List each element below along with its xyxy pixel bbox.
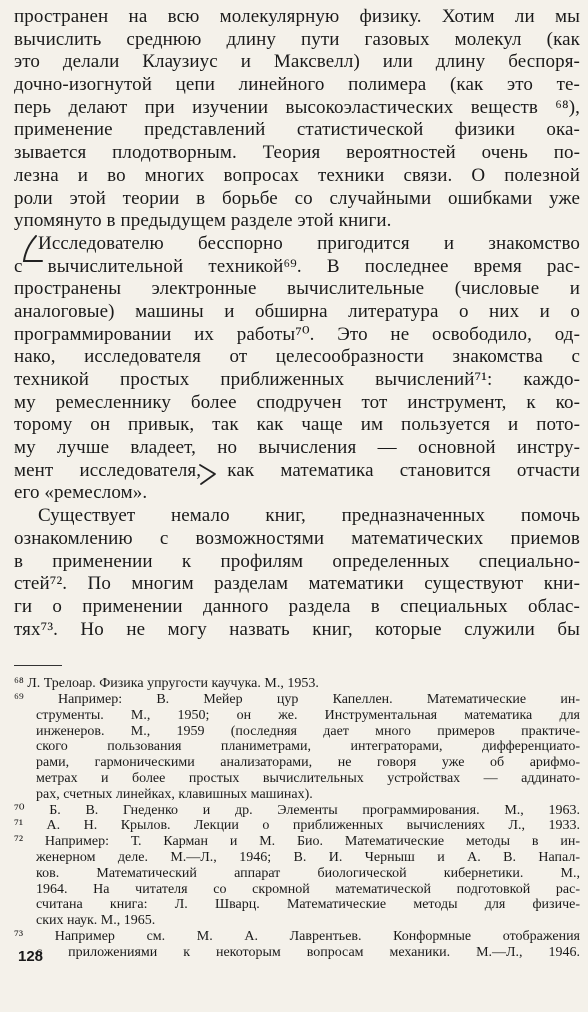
text-line: пространен на всю молекулярную физику. Хотим ли мы [14, 6, 580, 27]
footnote-divider [14, 665, 62, 666]
text-line: мент исследователя, как математика становится отчасти [14, 459, 580, 481]
text-line: перь делают при изучении высокоэластических веществ ⁶⁸), [14, 96, 580, 118]
text-line: торому он привык, так как чаще им пользуется и пото- [14, 414, 580, 436]
text-line: стей⁷². По многим разделам математики существуют кни- [14, 573, 580, 595]
text-line: его «ремеслом». [14, 482, 148, 504]
footnote-line: женерном деле. М.—Л., 1946; В. И. Черныш и А. В. Напал- [36, 850, 580, 866]
book-page [14, 0, 580, 961]
footnote-line: ских наук. М., 1965. [36, 913, 156, 929]
text-line: вычислить среднюю длину пути газовых молекул (как [14, 28, 580, 50]
footnote-line: ⁶⁹ Например: В. Мейер цур Капеллен. Математические ин- [14, 692, 580, 708]
footnote-line: рами, гармоническими анализаторами, не говоря уже об арифмо- [36, 755, 580, 771]
text-line: роли этой теории в борьбе со случайными ошибками уже [14, 187, 580, 209]
text-line: аналоговые) машины и обширна литература о них и о [14, 300, 580, 322]
text-line: Существует немало книг, предназначенных помочь [38, 505, 580, 527]
footnote-line: ⁷² Например: Т. Карман и М. Био. Математические методы в ин- [14, 834, 580, 850]
text-line: му ремесленнику более сподручен тот инструмент, к ко- [14, 391, 580, 413]
footnotes [14, 676, 580, 960]
text-line: применение представлений статистической физики ока- [14, 119, 580, 141]
text-line: в применении к профилям определенных специально- [14, 550, 580, 572]
text-line: ознакомлению с возможностями математических приемов [14, 527, 580, 549]
text-line: зывается плодотворным. Теория вероятностей очень по- [14, 142, 580, 164]
text-line: техникой простых приближенных вычислений⁷¹: каждо- [14, 369, 580, 390]
text-line: нако, исследователя от целесообразности знакомства с [14, 346, 580, 368]
footnote-line: с приложениями к некоторым вопросам механики. М.—Л., 1946. [36, 944, 580, 960]
main-text [14, 6, 580, 641]
text-line: с вычислительной техникой⁶⁹. В последнее время рас- [14, 255, 580, 277]
text-line: это делали Клаузиус и Максвелл) или длину беспоря- [14, 51, 580, 73]
footnote-line: ков. Математический аппарат биологической кибернетики. М., [36, 865, 580, 881]
text-line: программировании их работы⁷⁰. Это не освободило, од- [14, 323, 580, 345]
text-line: упомянуто в предыдущем разделе этой книги. [14, 210, 392, 232]
footnote-line: струменты. М., 1950; он же. Инструментальная математика для [36, 707, 580, 723]
footnote-line: инженеров. М., 1959 (последняя дает много примеров практиче- [36, 723, 580, 739]
handwritten-bracket-mark [16, 233, 46, 267]
text-line: му лучше владеет, но вычисления — основной инстру- [14, 437, 580, 459]
page-number: 128 [18, 948, 44, 965]
footnote-line: 1964. На читателя со скромной математической подготовкой рас- [36, 881, 580, 897]
text-line: тях⁷³. Но не могу назвать книг, которые служили бы [14, 618, 580, 640]
handwritten-arrow-mark [196, 462, 220, 488]
footnote-line: ⁷¹ А. Н. Крылов. Лекции о приближенных вычислениях Л., 1933. [14, 818, 580, 834]
text-line: пространены электронные вычислительные (числовые и [14, 278, 580, 300]
text-line: лезна и во многих вопросах техники связи. О полезной [14, 164, 580, 186]
footnote-line: считана книга: Л. Шварц. Математические методы для физиче- [36, 897, 580, 913]
footnote-line: метрах и более простых вычислительных устройствах — аддинато- [36, 771, 580, 787]
text-line: дочно-изогнутой цепи линейного полимера (как это те- [14, 74, 580, 96]
text-line: ги о применении данного раздела в специальных облас- [14, 595, 580, 617]
text-line: Исследователю бесспорно пригодится и знакомство [38, 232, 580, 254]
footnote-line: ⁷⁰ Б. В. Гнеденко и др. Элементы программирования. М., 1963. [14, 802, 580, 818]
footnote-line: ⁷³ Например см. М. А. Лаврентьев. Конформные отображения [14, 929, 580, 944]
footnote-line: рах, счетных линейках, клавишных машинах). [36, 786, 313, 802]
footnote-line: ⁶⁸ Л. Трелоар. Физика упругости каучука. М., 1953. [14, 676, 319, 692]
footnote-line: ского пользования планиметрами, интеграторами, дифференциато- [36, 739, 580, 755]
